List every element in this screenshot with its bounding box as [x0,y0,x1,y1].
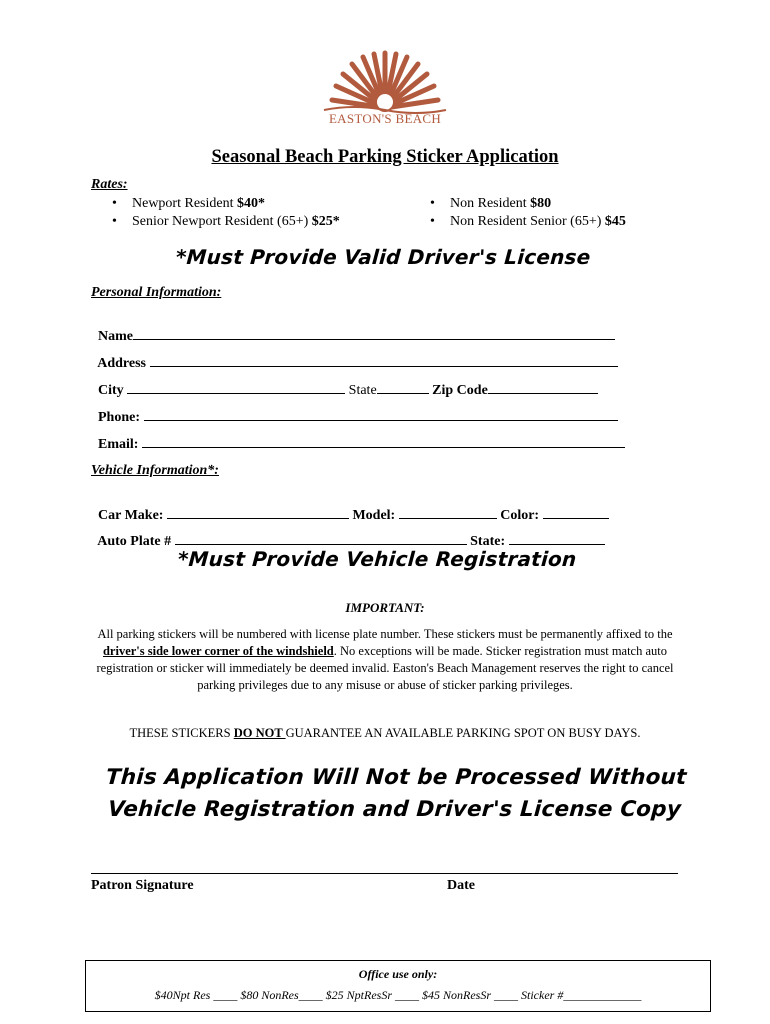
warning-line-1: This Application Will Not be Processed Without [105,765,688,790]
no-guarantee-notice: THESE STICKERS DO NOT GUARANTEE AN AVAILABLE PARKING SPOT ON BUSY DAYS. [129,726,641,740]
plate-state-row [91,516,605,550]
auto-plate-field[interactable] [175,532,467,545]
patron-signature-label: Patron Signature [91,878,194,893]
vehicle-state-label: State: [470,534,506,549]
office-use-title: Office use only: [358,967,438,981]
phone-field[interactable]: Phone: [91,392,618,426]
vehicle-info-label: Vehicle Information*: [91,463,219,478]
vehicle-state-field[interactable] [509,532,605,545]
warning-line-2: Vehicle Registration and Driver's License Copy [107,797,682,822]
city-label: City [98,383,124,398]
email-field[interactable]: Email: [91,419,625,453]
address-field[interactable]: Address [91,338,618,372]
page-title: Seasonal Beach Parking Sticker Application [211,147,559,167]
name-field[interactable]: Name [91,311,615,345]
car-make-label: Car Make: [98,508,164,523]
personal-info-label: Personal Information: [91,285,222,300]
rate-non-resident: • Non Resident $80 [430,196,552,211]
office-use-line: $40Npt Res ____ $80 NonRes____ $25 NptResSr ____ $45 NonResSr ____ Sticker #_____________ [154,988,642,1002]
office-use-box [85,960,711,1012]
zip-label: Zip Code [432,383,488,398]
rate-newport-resident: • Newport Resident $40* [112,196,265,211]
state-label: State [348,383,377,398]
important-label: IMPORTANT: [345,600,425,615]
rate-senior-newport-resident: • Senior Newport Resident (65+) $25* [112,214,340,229]
registration-banner: *Must Provide Vehicle Registration [177,547,578,571]
shell-sun-icon [318,50,452,114]
license-banner: *Must Provide Valid Driver's License [175,245,592,269]
signature-line[interactable] [91,873,678,874]
rates-label: Rates: [91,177,128,192]
rate-non-resident-senior: • Non Resident Senior (65+) $45 [430,214,626,229]
logo-text: EASTON'S BEACH [328,111,442,126]
model-label: Model: [352,508,396,523]
auto-plate-label: Auto Plate # [97,534,172,549]
color-label: Color: [500,508,540,523]
date-label: Date [447,878,475,893]
important-paragraph: All parking stickers will be numbered with license plate number. These stickers must be permanently affixed to the driver's side lower corner of the windshield. No exceptions will be made. Sticker registration must match auto registration or sticker will immediately be deemed invalid. Easton's Beach Management reserves the right to cancel parking privileges due to any misuse or abuse of sticker parking privileges. [96,627,674,692]
